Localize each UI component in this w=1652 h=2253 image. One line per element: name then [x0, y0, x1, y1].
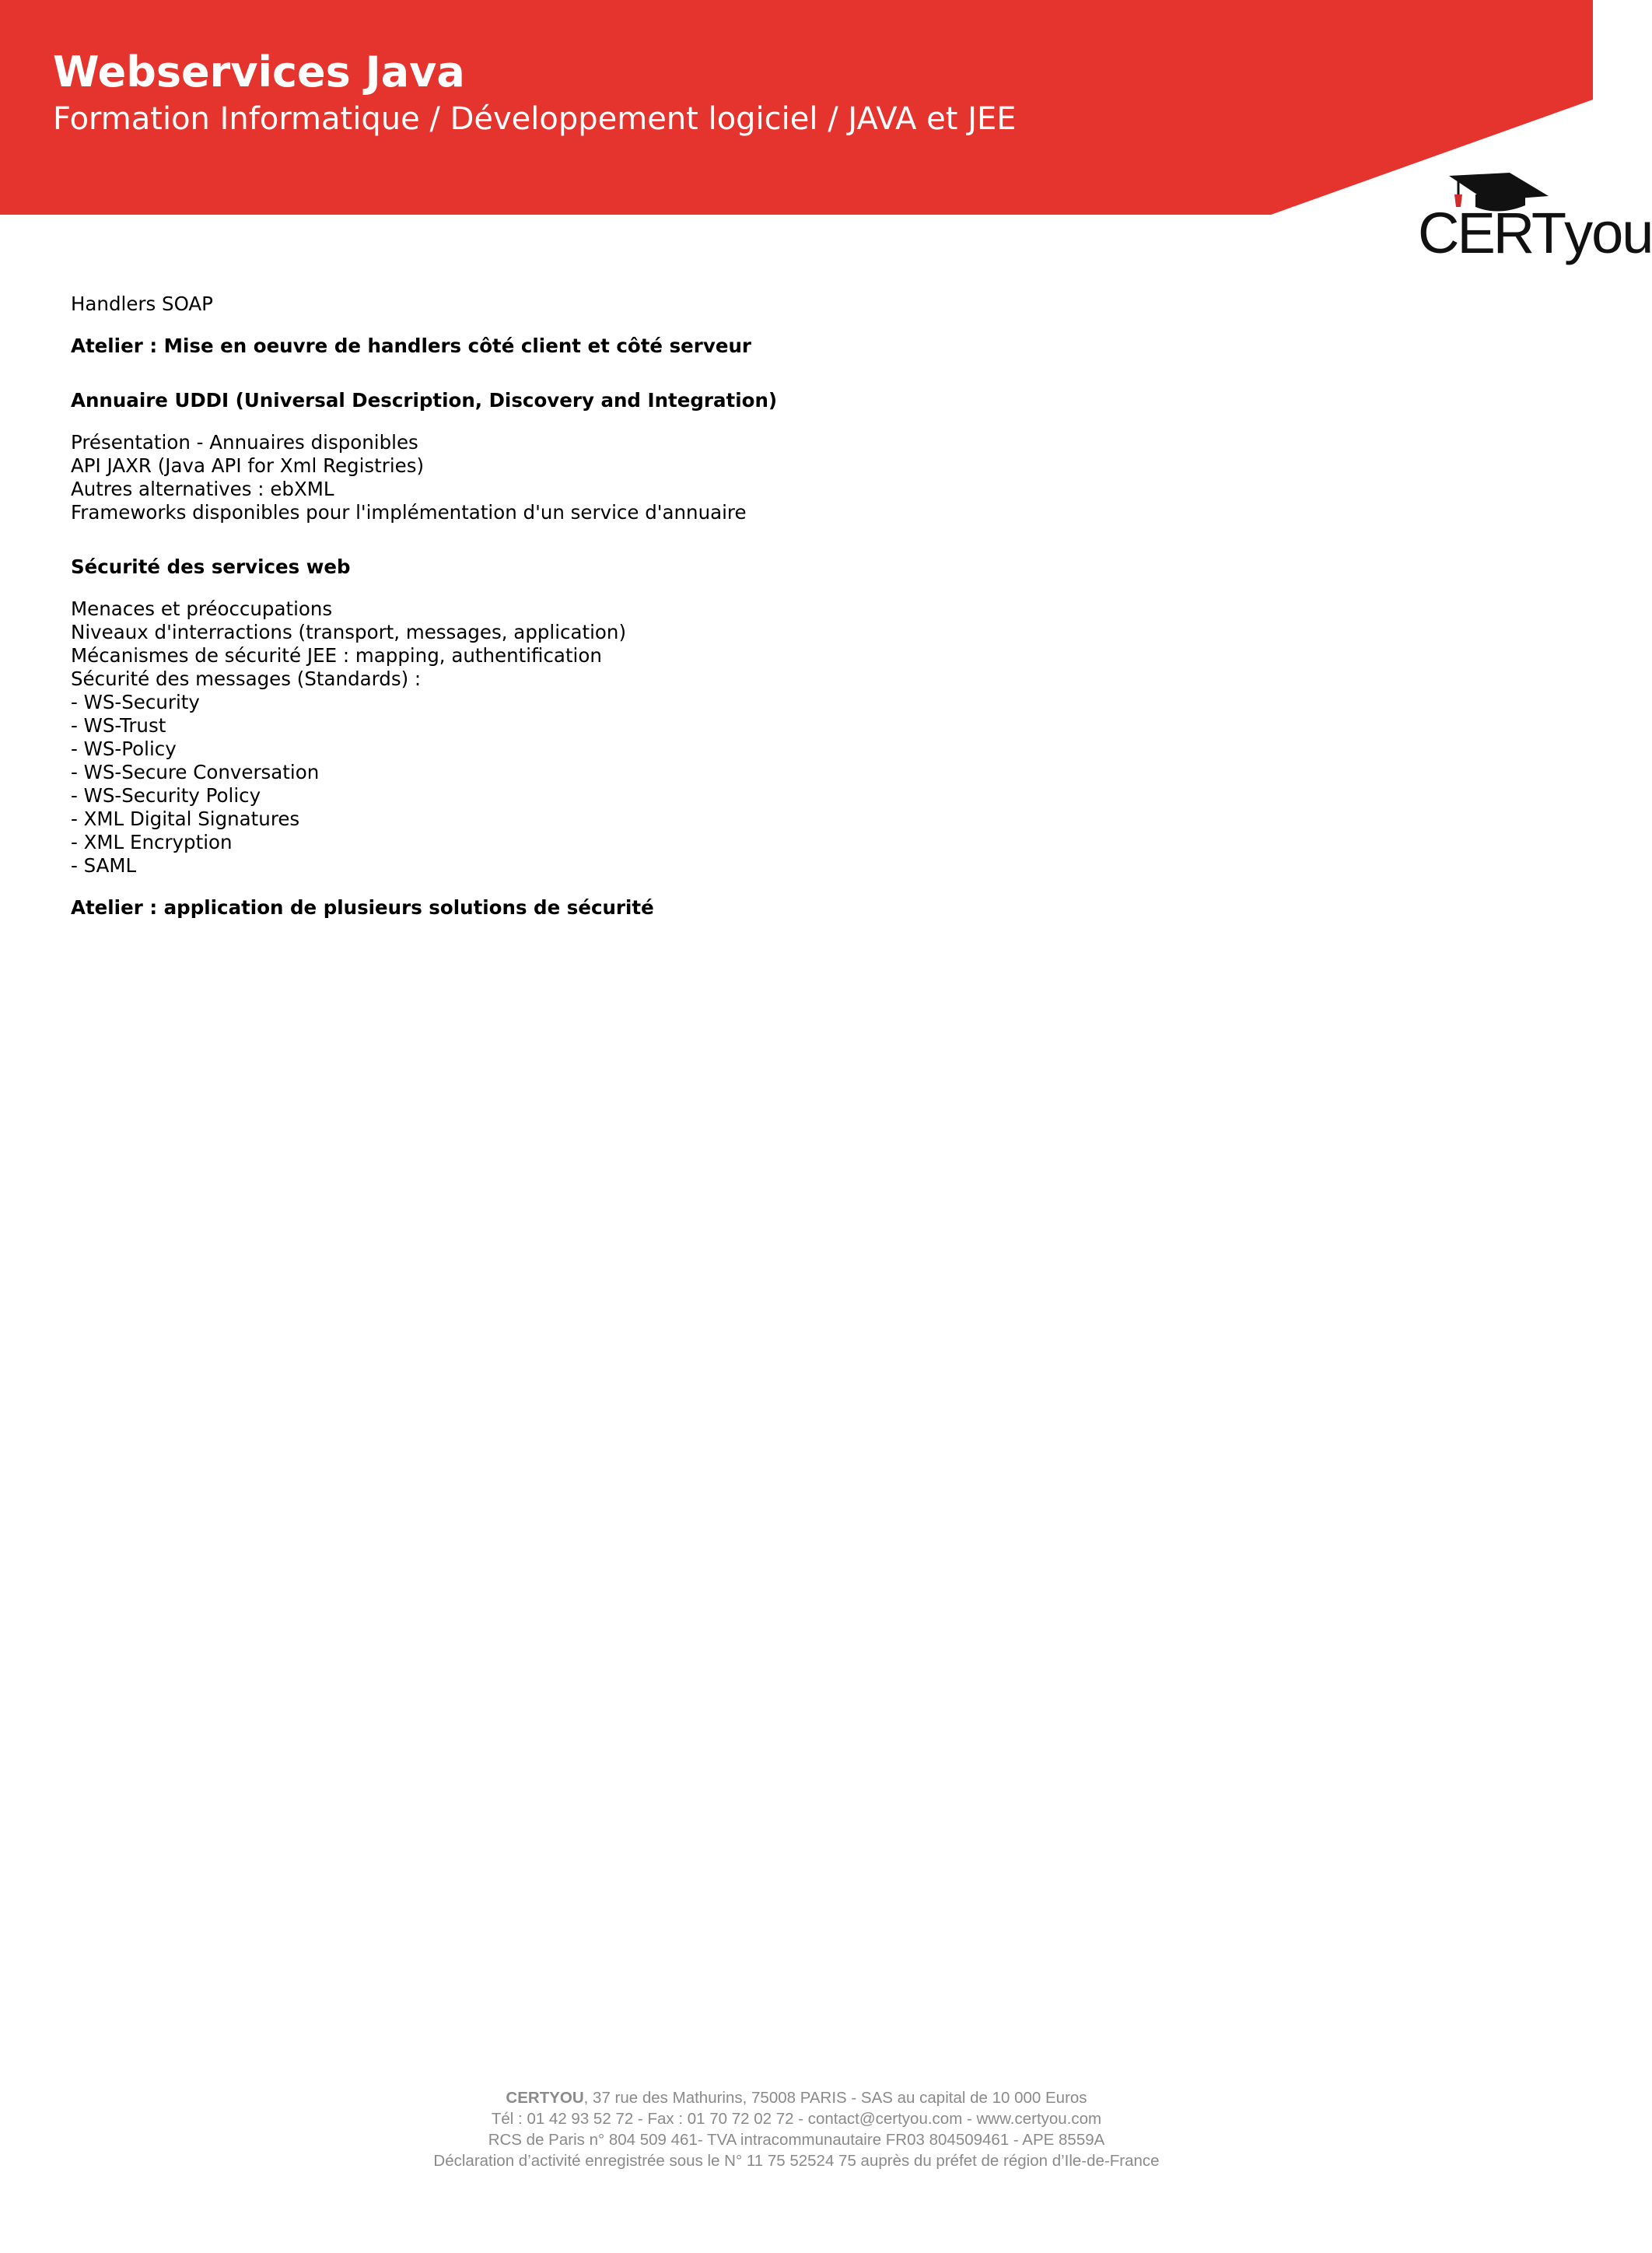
list-item: Menaces et préoccupations [71, 597, 333, 620]
list-item: API JAXR (Java API for Xml Registries) [71, 454, 425, 477]
list-item: Présentation - Annuaires disponibles [71, 431, 418, 454]
list-item: - WS-Security Policy [71, 784, 261, 807]
atelier-security-heading: Atelier : application de plusieurs solutions de sécurité [71, 896, 654, 919]
list-item: Mécanismes de sécurité JEE : mapping, authentification [71, 644, 602, 667]
atelier-handlers-heading: Atelier : Mise en oeuvre de handlers côté client et côté serveur [71, 335, 751, 357]
list-item: - WS-Secure Conversation [71, 761, 320, 783]
logo-wordmark: CERTyou [1418, 201, 1652, 265]
security-heading: Sécurité des services web [71, 555, 351, 578]
footer-address: , 37 rue des Mathurins, 75008 PARIS - SAS au capital de 10 000 Euros [583, 2089, 1087, 2107]
page-subtitle: Formation Informatique / Développement logiciel / JAVA et JEE [53, 101, 1017, 137]
list-item: - XML Digital Signatures [71, 808, 300, 830]
list-item: - WS-Security [71, 691, 200, 713]
list-item: - SAML [71, 854, 137, 877]
list-item: - XML Encryption [71, 831, 233, 853]
list-item: Autres alternatives : ebXML [71, 478, 334, 500]
footer-line-4: Déclaration d’activité enregistrée sous le N° 11 75 52524 75 auprès du préfet de région d’Ile-de-France [433, 2152, 1160, 2170]
list-item: Niveaux d'interractions (transport, messages, application) [71, 621, 627, 643]
footer-company: CERTYOU [506, 2089, 584, 2107]
list-item: Sécurité des messages (Standards) : [71, 667, 422, 690]
footer [0, 2087, 1593, 2171]
list-item: - WS-Trust [71, 714, 166, 737]
footer-line-3: RCS de Paris n° 804 509 461- TVA intracommunautaire FR03 804509461 - APE 8559A [488, 2131, 1105, 2149]
uddi-heading: Annuaire UDDI (Universal Description, Discovery and Integration) [71, 389, 778, 412]
course-content [71, 293, 1517, 920]
list-item: Frameworks disponibles pour l'implémentation d'un service d'annuaire [71, 501, 747, 524]
footer-line-2: Tél : 01 42 93 52 72 - Fax : 01 70 72 02 72 - contact@certyou.com - www.certyou.com [491, 2110, 1102, 2128]
security-list [71, 597, 1517, 878]
uddi-list [71, 431, 1517, 524]
list-item: - WS-Policy [71, 738, 177, 760]
certyou-logo [1412, 171, 1652, 272]
footer-line-1 [0, 2087, 1593, 2108]
handlers-soap-text: Handlers SOAP [71, 293, 213, 315]
page-title: Webservices Java [53, 47, 465, 96]
